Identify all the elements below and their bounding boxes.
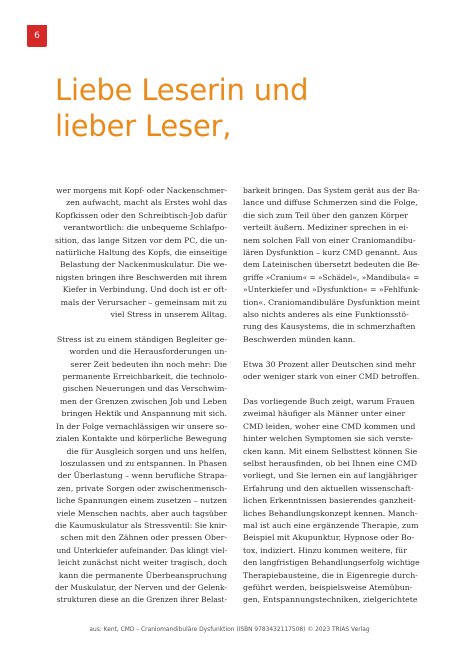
source-citation-footer: aus: Kent, CMD – Craniomandibuläre Dysfunktion (ISBN 9783432117508) © 2023 TRIAS Verlag xyxy=(89,627,370,633)
text-line: schen mit den Zähnen oder pressen Ober- xyxy=(60,533,227,543)
text-line: men der Grenzen zwischen Job und Leben xyxy=(59,396,227,406)
text-line: barkeit bringen. Das System gerät aus der Ba- xyxy=(243,186,420,195)
text-line: nem solchen Fall von einer Craniomandibu- xyxy=(243,235,416,245)
text-line: leicht zunächst nicht weiter tragisch, doch xyxy=(57,558,227,568)
text-line: tion«. Craniomandibuläre Dysfunktion meint xyxy=(243,297,420,307)
text-line: Kiefer in Verbindung. Und doch ist er oft- xyxy=(62,285,227,295)
text-line: sition, das lange Sitzen vor dem PC, die un- xyxy=(55,235,228,245)
page-number-badge: 6 xyxy=(27,25,47,47)
text-line: zweimal häufiger als Männer unter einer xyxy=(243,409,406,419)
text-line: liche Spannungen einem zusetzen – nutzen xyxy=(56,496,227,506)
text-line: verteilt äußern. Mediziner sprechen in ei- xyxy=(243,223,409,233)
text-line: also nichts anderes als eine Funktionsstö- xyxy=(243,310,409,320)
text-line: cken kann. Mit einem Selbsttest können Sie xyxy=(243,446,418,456)
text-line: und Unterkiefer aufeinander. Das klingt viel- xyxy=(56,545,227,555)
text-line: gischen Neuerungen und das Verschwim- xyxy=(62,384,227,394)
text-line: der Überlastung – wenn berufliche Strapa- xyxy=(57,471,227,481)
paragraph xyxy=(55,185,227,321)
text-line: nigsten bringen ihre Beschwerden mit ihrem xyxy=(55,272,227,282)
text-line: rung des Kausystems, die in schmerzhaften xyxy=(243,322,416,332)
text-line: griffe »Cranium« = »Schädel«, »Mandibula« = xyxy=(243,272,420,282)
text-line: zen aufwacht, macht als Erstes wohl das xyxy=(66,198,227,208)
heading-line: lieber Leser, xyxy=(55,109,232,143)
text-line: mals der Verursacher – gemeinsam mit zu xyxy=(60,297,227,307)
text-line: natürliche Haltung des Kopfs, die einseitige xyxy=(55,248,227,258)
text-line: gen, Entspannungstechniken, zielgerichtete xyxy=(243,595,418,605)
text-line: den langfristigen Behandlungserfolg wichtige xyxy=(243,558,420,568)
paragraph xyxy=(243,359,421,384)
text-line: serer Zeit bedeuten ihn noch mehr: Die xyxy=(70,359,227,369)
text-line: viele Menschen nachts, aber auch tagsüber xyxy=(56,508,227,518)
text-line: mal ist auch eine ergänzende Therapie, zum xyxy=(243,520,419,530)
text-line: viel Stress in unserem Alltag. xyxy=(110,310,227,320)
text-line: dem Lateinischen übersetzt bedeuten die Be- xyxy=(243,260,420,270)
left-text-column xyxy=(55,185,227,619)
text-line: In der Folge vernachlässigen wir unsere so- xyxy=(56,421,227,431)
text-line: oder weniger stark von einer CMD betroffen. xyxy=(243,372,420,382)
text-line: lance und diffuse Schmerzen sind die Folge, xyxy=(243,198,418,208)
page-heading xyxy=(55,72,435,144)
right-text-column xyxy=(243,185,421,619)
text-line: liches Behandlungskonzept kennen. Manch- xyxy=(243,508,418,518)
text-line: der Muskulatur, der Nerven und der Gelenk- xyxy=(55,582,228,592)
text-line: zen, private Sorgen oder zwischenmensch- xyxy=(57,483,227,493)
text-line: kann die permanente Überbeanspruchung xyxy=(58,570,227,580)
heading-line: Liebe Leserin und xyxy=(55,73,309,107)
text-line: strukturen diese an die Grenzen ihrer Belast- xyxy=(56,595,227,605)
text-line: worden und die Herausforderungen un- xyxy=(69,347,227,357)
text-line: CMD leiden, woher eine CMD kommen und xyxy=(243,421,416,431)
text-line: lichen Erkenntnissen basierendes ganzheit- xyxy=(243,496,416,506)
text-line: Stress ist zu einem ständigen Begleiter ge- xyxy=(56,334,227,344)
text-line: selbst herausfinden, ob bei Ihnen eine CMD xyxy=(243,458,417,468)
text-line: Das vorliegende Buch zeigt, warum Frauen xyxy=(243,396,415,406)
text-line: wer morgens mit Kopf- oder Nackenschmer- xyxy=(56,186,227,195)
text-line: Beispiel mit Akupunktur, Hypnose oder Bo- xyxy=(243,533,415,543)
text-line: Erfahrung und den aktuellen wissenschaft- xyxy=(243,483,414,493)
text-line: Etwa 30 Prozent aller Deutschen sind mehr xyxy=(243,359,416,369)
text-line: verantwortlich: die unbequeme Schlafpo- xyxy=(63,223,227,233)
text-line: loszulassen und zu entspannen. In Phasen xyxy=(60,458,227,468)
paragraph xyxy=(55,334,227,607)
text-line: die für Ausgleich sorgen und uns helfen, xyxy=(66,446,227,456)
text-line: Beschwerden münden kann. xyxy=(243,334,356,344)
text-line: Belastung der Nackenmuskulatur. Die we- xyxy=(59,260,227,270)
text-line: vorliegt, und Sie lernen ein auf langjähriger xyxy=(243,471,418,481)
text-line: geführt werden, beispielsweise Atemübun- xyxy=(243,582,413,592)
text-line: permanente Erreichbarkeit, die technolo- xyxy=(62,372,227,382)
text-line: Kopfkissen oder den Schreibtisch-Job dafür xyxy=(55,210,227,220)
text-line: die sich zum Teil über den ganzen Körper xyxy=(243,210,408,220)
paragraph xyxy=(243,185,421,346)
text-line: »Unterkiefer und »Dysfunktion« = »Fehlfunk- xyxy=(243,285,420,295)
paragraph xyxy=(243,396,421,607)
text-line: zialen Kontakte und körperliche Bewegung xyxy=(55,434,227,444)
text-line: bringen Hektik und Anspannung mit sich. xyxy=(61,409,227,419)
text-line: tox, indiziert. Hinzu kommen weitere, für xyxy=(243,545,407,555)
text-line: hinter welchen Symptomen sie sich verste- xyxy=(243,434,414,444)
text-line: die Kaumuskulatur als Stressventil: Sie knir- xyxy=(55,520,228,530)
text-line: Therapiebausteine, die in Eigenregie durch- xyxy=(243,570,418,580)
text-line: lären Dysfunktion – kurz CMD genannt. Aus xyxy=(243,248,418,258)
